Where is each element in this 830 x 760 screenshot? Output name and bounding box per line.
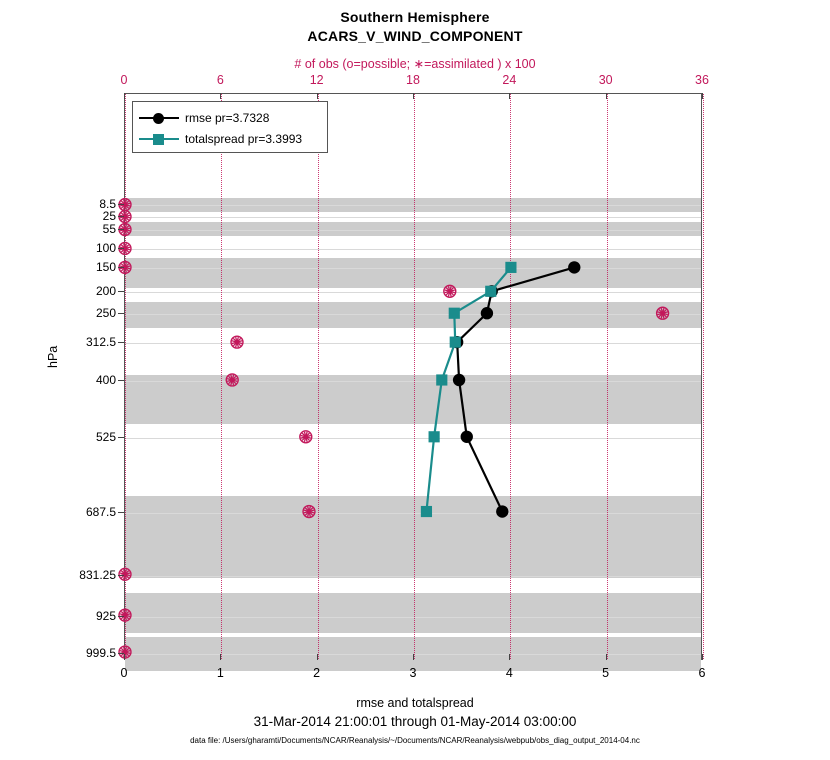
title-line-2: ACARS_V_WIND_COMPONENT [307, 28, 523, 44]
legend-sample-totalspread [139, 132, 179, 146]
left-tick-mark [118, 204, 124, 205]
bottom-tick-label: 5 [602, 666, 610, 680]
data-point-marker [568, 261, 580, 273]
top-tick-mark [413, 93, 414, 99]
data-point-marker [481, 307, 493, 319]
top-tick-mark [317, 93, 318, 99]
legend-sample-rmse [139, 111, 179, 125]
legend-label-rmse: rmse pr=3.7328 [185, 110, 270, 125]
top-tick-label: 18 [406, 73, 420, 87]
left-tick-mark [118, 616, 124, 617]
top-tick-label: 6 [216, 73, 224, 87]
bottom-tick-mark [702, 654, 703, 660]
left-tick-label: 525 [95, 430, 116, 444]
data-point-marker [304, 507, 314, 517]
data-point-marker [453, 374, 465, 386]
data-point-marker [461, 431, 473, 443]
left-tick-mark [118, 248, 124, 249]
data-point-marker [445, 286, 455, 296]
top-tick-mark [124, 93, 125, 99]
left-tick-mark [118, 380, 124, 381]
top-tick-mark [606, 93, 607, 99]
left-tick-mark [118, 216, 124, 217]
data-point-marker [232, 337, 242, 347]
data-point-marker [227, 375, 237, 385]
legend-item-rmse [139, 107, 321, 128]
title-line-1: Southern Hemisphere [340, 9, 490, 25]
left-tick-mark [118, 313, 124, 314]
top-axis-label: # of obs (o=possible; ∗=assimilated ) x 100 [294, 57, 536, 71]
data-point-marker [450, 337, 461, 348]
left-tick-label: 55 [102, 222, 116, 236]
bottom-tick-label: 6 [698, 666, 706, 680]
series-overlay [125, 94, 701, 659]
series-line [426, 267, 510, 511]
data-file-caption: data file: /Users/gharamti/Documents/NCAR/Reanalysis/~/Documents/NCAR/Reanalysis/webpub/obs_diag_output_2014-04.nc [190, 736, 640, 745]
left-tick-mark [118, 653, 124, 654]
top-tick-label: 30 [598, 73, 613, 87]
left-tick-mark [118, 437, 124, 438]
top-tick-label: 0 [120, 73, 128, 87]
gridline-vertical [703, 94, 705, 659]
legend-label-totalspread: totalspread pr=3.3993 [185, 131, 303, 146]
left-tick-mark [118, 267, 124, 268]
bottom-tick-label: 4 [505, 666, 513, 680]
bottom-tick-mark [413, 654, 414, 660]
legend [132, 101, 328, 153]
left-tick-label: 925 [95, 609, 116, 623]
bottom-tick-mark [220, 654, 221, 660]
bottom-tick-label: 3 [409, 666, 417, 680]
data-point-marker [485, 286, 496, 297]
data-point-marker [496, 505, 508, 517]
left-tick-label: 150 [95, 260, 116, 274]
top-tick-label: 24 [502, 73, 517, 87]
data-point-marker [301, 432, 311, 442]
left-tick-label: 831.25 [79, 568, 116, 582]
left-tick-label: 25 [102, 209, 116, 223]
left-tick-mark [118, 342, 124, 343]
top-tick-label: 12 [309, 73, 324, 87]
left-tick-label: 8.5 [99, 197, 116, 211]
bottom-tick-label: 2 [313, 666, 321, 680]
data-point-marker [658, 308, 668, 318]
bottom-tick-mark [606, 654, 607, 660]
left-tick-mark [118, 229, 124, 230]
y-axis-label: hPa [46, 345, 60, 368]
left-tick-label: 200 [95, 284, 116, 298]
top-tick-label: 36 [695, 73, 709, 87]
bottom-tick-label: 0 [120, 666, 128, 680]
left-tick-label: 687.5 [85, 505, 116, 519]
series-line [457, 267, 574, 511]
data-point-marker [421, 506, 432, 517]
data-point-marker [429, 431, 440, 442]
plot-area [124, 93, 702, 660]
left-tick-label: 312.5 [85, 335, 116, 349]
top-tick-mark [702, 93, 703, 99]
data-point-marker [449, 308, 460, 319]
bottom-tick-mark [124, 654, 125, 660]
bottom-tick-label: 1 [216, 666, 224, 680]
top-tick-mark [509, 93, 510, 99]
x-axis-label: rmse and totalspread [356, 696, 474, 710]
top-tick-mark [220, 93, 221, 99]
data-point-marker [505, 262, 516, 273]
left-tick-label: 100 [95, 241, 116, 255]
bottom-tick-mark [509, 654, 510, 660]
left-tick-label: 250 [95, 306, 116, 320]
legend-item-totalspread [139, 128, 321, 149]
left-tick-label: 400 [95, 373, 116, 387]
left-tick-mark [118, 512, 124, 513]
date-range-caption: 31-Mar-2014 21:00:01 through 01-May-2014 03:00:00 [253, 714, 577, 729]
left-tick-label: 999.5 [85, 646, 116, 660]
chart-title [0, 8, 830, 46]
left-tick-mark [118, 575, 124, 576]
data-point-marker [436, 374, 447, 385]
left-tick-mark [118, 291, 124, 292]
bottom-tick-mark [317, 654, 318, 660]
